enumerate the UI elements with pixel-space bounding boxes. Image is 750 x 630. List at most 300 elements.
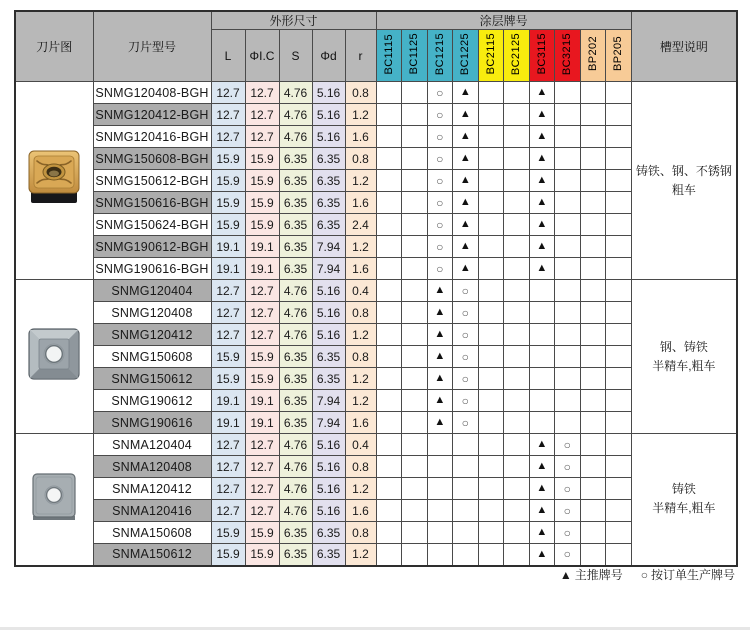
mark-empty	[402, 82, 428, 104]
mark-triangle: ▲	[529, 434, 555, 456]
mark-empty	[529, 412, 555, 434]
mark-empty	[555, 82, 581, 104]
mark-empty	[606, 390, 632, 412]
mark-empty	[376, 170, 402, 192]
mark-empty	[580, 82, 606, 104]
groove-description-cell	[631, 82, 737, 280]
mark-empty	[478, 368, 504, 390]
mark-empty	[478, 148, 504, 170]
mark-empty	[580, 258, 606, 280]
table-row	[15, 434, 737, 456]
dim-cell-r: 0.8	[345, 346, 376, 368]
mark-empty	[478, 324, 504, 346]
mark-empty	[606, 104, 632, 126]
mark-triangle: ▲	[529, 544, 555, 566]
dim-cell-ΦI.C: 12.7	[245, 500, 279, 522]
mark-empty	[580, 456, 606, 478]
table-row	[15, 478, 737, 500]
dim-cell-S: 4.76	[279, 126, 312, 148]
dim-cell-L: 12.7	[211, 324, 245, 346]
mark-empty	[580, 104, 606, 126]
mark-triangle: ▲	[529, 82, 555, 104]
mark-empty	[580, 412, 606, 434]
groove-description-line: 铸铁、钢、不锈钢	[635, 163, 732, 178]
circle-icon: ○	[640, 568, 648, 582]
dim-cell-Φd: 7.94	[312, 236, 345, 258]
mark-empty	[504, 82, 530, 104]
mark-empty	[606, 280, 632, 302]
dim-cell-S: 6.35	[279, 170, 312, 192]
dim-cell-S: 4.76	[279, 104, 312, 126]
mark-triangle: ▲	[529, 456, 555, 478]
dim-cell-r: 1.6	[345, 412, 376, 434]
mark-circle: ○	[555, 434, 581, 456]
mark-circle: ○	[427, 214, 453, 236]
mark-circle: ○	[453, 324, 479, 346]
mark-empty	[555, 214, 581, 236]
mark-empty	[580, 346, 606, 368]
mark-empty	[427, 456, 453, 478]
coating-col-header-BP202	[580, 30, 606, 82]
mark-empty	[580, 368, 606, 390]
dim-cell-r: 1.6	[345, 126, 376, 148]
mark-empty	[376, 214, 402, 236]
dim-cell-Φd: 5.16	[312, 126, 345, 148]
mark-empty	[376, 522, 402, 544]
table-row	[15, 500, 737, 522]
mark-empty	[402, 478, 428, 500]
dim-cell-S: 6.35	[279, 412, 312, 434]
coating-col-header-BC3215	[555, 30, 581, 82]
dim-cell-r: 1.2	[345, 104, 376, 126]
mark-empty	[504, 456, 530, 478]
coating-col-header-BC1215	[427, 30, 453, 82]
mark-empty	[504, 258, 530, 280]
dim-cell-L: 12.7	[211, 302, 245, 324]
mark-empty	[402, 412, 428, 434]
mark-empty	[529, 346, 555, 368]
table-header	[15, 11, 737, 82]
mark-empty	[453, 522, 479, 544]
mark-empty	[376, 236, 402, 258]
mark-empty	[376, 104, 402, 126]
mark-empty	[376, 302, 402, 324]
mark-empty	[580, 126, 606, 148]
dim-cell-S: 4.76	[279, 478, 312, 500]
groove-description-line: 钢、铸铁	[659, 339, 708, 354]
table-row	[15, 368, 737, 390]
dim-cell-Φd: 6.35	[312, 170, 345, 192]
mark-triangle: ▲	[453, 258, 479, 280]
dim-cell-L: 12.7	[211, 434, 245, 456]
mark-circle: ○	[427, 82, 453, 104]
mark-empty	[555, 148, 581, 170]
mark-empty	[478, 500, 504, 522]
legend-item-main-grade	[560, 566, 623, 583]
mark-empty	[504, 368, 530, 390]
dim-cell-L: 12.7	[211, 126, 245, 148]
mark-empty	[606, 544, 632, 566]
coating-col-header-BC3115	[529, 30, 555, 82]
dim-cell-Φd: 5.16	[312, 280, 345, 302]
mark-empty	[402, 148, 428, 170]
mark-circle: ○	[555, 500, 581, 522]
mark-empty	[402, 170, 428, 192]
gray-flat-insert-image	[29, 471, 79, 523]
dim-cell-ΦI.C: 19.1	[245, 258, 279, 280]
dim-cell-L: 12.7	[211, 82, 245, 104]
mark-empty	[376, 456, 402, 478]
model-cell: SNMG150624-BGH	[93, 214, 211, 236]
mark-triangle: ▲	[529, 192, 555, 214]
mark-triangle: ▲	[453, 82, 479, 104]
groove-description-line: 粗车	[671, 182, 696, 197]
mark-empty	[453, 478, 479, 500]
mark-empty	[606, 500, 632, 522]
mark-empty	[376, 390, 402, 412]
mark-empty	[555, 324, 581, 346]
mark-empty	[478, 456, 504, 478]
mark-empty	[453, 500, 479, 522]
mark-circle: ○	[427, 148, 453, 170]
dim-cell-S: 4.76	[279, 82, 312, 104]
dim-cell-r: 0.4	[345, 434, 376, 456]
gray-beveled-insert-image	[26, 326, 82, 382]
dim-cell-ΦI.C: 15.9	[245, 522, 279, 544]
dim-cell-L: 19.1	[211, 236, 245, 258]
mark-empty	[478, 192, 504, 214]
mark-triangle: ▲	[453, 148, 479, 170]
mark-empty	[402, 280, 428, 302]
mark-empty	[580, 214, 606, 236]
dim-col-header-r: r	[345, 30, 376, 82]
mark-empty	[478, 478, 504, 500]
model-cell: SNMG190612	[93, 390, 211, 412]
mark-empty	[478, 170, 504, 192]
dim-cell-r: 0.8	[345, 82, 376, 104]
mark-empty	[402, 500, 428, 522]
insert-image-cell	[15, 82, 93, 280]
dim-cell-Φd: 5.16	[312, 500, 345, 522]
table-row	[15, 456, 737, 478]
coating-col-header-BP205	[606, 30, 632, 82]
mark-triangle: ▲	[453, 126, 479, 148]
mark-triangle: ▲	[529, 522, 555, 544]
mark-empty	[555, 346, 581, 368]
mark-empty	[402, 346, 428, 368]
dim-cell-Φd: 5.16	[312, 456, 345, 478]
mark-empty	[504, 170, 530, 192]
mark-empty	[376, 500, 402, 522]
dim-cell-L: 15.9	[211, 346, 245, 368]
model-cell: SNMA120412	[93, 478, 211, 500]
mark-empty	[606, 148, 632, 170]
dim-cell-L: 15.9	[211, 192, 245, 214]
mark-triangle: ▲	[529, 258, 555, 280]
dim-cell-r: 1.2	[345, 478, 376, 500]
dim-col-header-ΦI.C: ΦI.C	[245, 30, 279, 82]
dim-cell-Φd: 5.16	[312, 82, 345, 104]
dim-cell-L: 19.1	[211, 258, 245, 280]
dim-cell-r: 1.6	[345, 258, 376, 280]
dim-cell-ΦI.C: 15.9	[245, 170, 279, 192]
mark-empty	[504, 302, 530, 324]
dim-cell-ΦI.C: 15.9	[245, 368, 279, 390]
model-cell: SNMG190616	[93, 412, 211, 434]
mark-empty	[606, 412, 632, 434]
dim-cell-Φd: 7.94	[312, 412, 345, 434]
coating-col-label: BC1215	[433, 32, 446, 76]
mark-empty	[478, 104, 504, 126]
mark-empty	[402, 456, 428, 478]
dim-cell-Φd: 5.16	[312, 302, 345, 324]
dim-cell-L: 12.7	[211, 500, 245, 522]
mark-empty	[606, 346, 632, 368]
model-cell: SNMG120416-BGH	[93, 126, 211, 148]
dim-cell-Φd: 7.94	[312, 390, 345, 412]
mark-empty	[376, 478, 402, 500]
mark-empty	[555, 258, 581, 280]
dim-cell-ΦI.C: 15.9	[245, 192, 279, 214]
mark-empty	[478, 412, 504, 434]
mark-empty	[580, 390, 606, 412]
dim-cell-S: 6.35	[279, 522, 312, 544]
gold-chipbreaker-insert-image	[22, 148, 86, 208]
mark-empty	[606, 522, 632, 544]
mark-triangle: ▲	[427, 324, 453, 346]
dim-cell-S: 4.76	[279, 302, 312, 324]
table-row	[15, 236, 737, 258]
mark-triangle: ▲	[529, 500, 555, 522]
coating-col-header-BC1115	[376, 30, 402, 82]
mark-circle: ○	[555, 522, 581, 544]
mark-empty	[580, 280, 606, 302]
dim-cell-Φd: 5.16	[312, 434, 345, 456]
mark-empty	[453, 456, 479, 478]
mark-empty	[478, 258, 504, 280]
coating-col-label: BC3115	[535, 33, 548, 75]
coating-col-label: BC2125	[510, 32, 523, 76]
mark-empty	[376, 412, 402, 434]
table-row	[15, 258, 737, 280]
legend-label: 主推牌号	[574, 568, 623, 582]
mark-empty	[402, 302, 428, 324]
mark-circle: ○	[555, 478, 581, 500]
dim-cell-ΦI.C: 12.7	[245, 324, 279, 346]
mark-empty	[376, 544, 402, 566]
mark-empty	[580, 148, 606, 170]
dim-cell-S: 4.76	[279, 456, 312, 478]
triangle-icon: ▲	[559, 568, 572, 582]
mark-empty	[402, 544, 428, 566]
table-row	[15, 170, 737, 192]
dim-cell-Φd: 6.35	[312, 214, 345, 236]
dim-cell-L: 12.7	[211, 104, 245, 126]
dim-cell-S: 4.76	[279, 324, 312, 346]
legend	[560, 566, 735, 583]
dim-col-header-L: L	[211, 30, 245, 82]
mark-empty	[606, 478, 632, 500]
mark-empty	[478, 346, 504, 368]
mark-empty	[504, 434, 530, 456]
dim-cell-S: 4.76	[279, 500, 312, 522]
dim-cell-S: 6.35	[279, 390, 312, 412]
mark-empty	[376, 82, 402, 104]
coating-col-label: BC1225	[459, 32, 472, 76]
mark-empty	[376, 126, 402, 148]
coating-col-label: BC1115	[382, 33, 395, 75]
model-cell: SNMG120412	[93, 324, 211, 346]
mark-triangle: ▲	[427, 346, 453, 368]
mark-empty	[402, 214, 428, 236]
dim-cell-L: 12.7	[211, 280, 245, 302]
table-row	[15, 214, 737, 236]
dim-cell-Φd: 5.16	[312, 478, 345, 500]
mark-circle: ○	[453, 368, 479, 390]
mark-empty	[555, 104, 581, 126]
model-cell: SNMG120408-BGH	[93, 82, 211, 104]
col-header-coating: 涂层牌号	[376, 11, 631, 30]
mark-empty	[427, 478, 453, 500]
groove-description-line: 半精车,粗车	[652, 358, 716, 373]
table-row	[15, 192, 737, 214]
mark-empty	[427, 544, 453, 566]
mark-empty	[580, 478, 606, 500]
coating-col-header-BC1225	[453, 30, 479, 82]
coating-col-label: BC2115	[484, 33, 497, 75]
mark-empty	[376, 258, 402, 280]
dim-cell-S: 4.76	[279, 434, 312, 456]
dim-cell-r: 1.6	[345, 500, 376, 522]
table-row	[15, 412, 737, 434]
mark-triangle: ▲	[453, 170, 479, 192]
mark-empty	[504, 478, 530, 500]
dim-cell-L: 12.7	[211, 478, 245, 500]
mark-empty	[580, 302, 606, 324]
mark-empty	[504, 214, 530, 236]
dim-cell-r: 1.2	[345, 368, 376, 390]
dim-cell-ΦI.C: 19.1	[245, 412, 279, 434]
groove-description-line: 铸铁	[671, 482, 696, 497]
mark-empty	[402, 104, 428, 126]
mark-empty	[606, 324, 632, 346]
mark-empty	[606, 126, 632, 148]
model-cell: SNMG120404	[93, 280, 211, 302]
dim-cell-ΦI.C: 12.7	[245, 126, 279, 148]
dim-cell-r: 1.2	[345, 390, 376, 412]
dim-cell-L: 15.9	[211, 214, 245, 236]
dim-cell-ΦI.C: 12.7	[245, 302, 279, 324]
mark-triangle: ▲	[529, 478, 555, 500]
model-cell: SNMG150608	[93, 346, 211, 368]
mark-empty	[376, 148, 402, 170]
coating-col-header-BC2115	[478, 30, 504, 82]
mark-empty	[427, 434, 453, 456]
dim-cell-L: 12.7	[211, 456, 245, 478]
mark-empty	[580, 500, 606, 522]
dim-cell-S: 4.76	[279, 280, 312, 302]
mark-empty	[555, 412, 581, 434]
dim-cell-r: 2.4	[345, 214, 376, 236]
mark-circle: ○	[427, 126, 453, 148]
mark-empty	[529, 368, 555, 390]
mark-empty	[504, 236, 530, 258]
dim-cell-Φd: 7.94	[312, 258, 345, 280]
mark-empty	[606, 170, 632, 192]
mark-empty	[555, 236, 581, 258]
mark-empty	[504, 544, 530, 566]
mark-empty	[478, 302, 504, 324]
mark-empty	[478, 82, 504, 104]
mark-empty	[504, 192, 530, 214]
mark-empty	[402, 324, 428, 346]
mark-empty	[376, 280, 402, 302]
mark-empty	[606, 368, 632, 390]
mark-triangle: ▲	[427, 368, 453, 390]
dim-cell-L: 15.9	[211, 368, 245, 390]
mark-triangle: ▲	[427, 412, 453, 434]
mark-empty	[478, 280, 504, 302]
col-header-dimensions: 外形尺寸	[211, 11, 376, 30]
mark-empty	[504, 346, 530, 368]
col-header-insert-image: 刀片图	[15, 11, 93, 82]
mark-empty	[478, 544, 504, 566]
mark-empty	[402, 192, 428, 214]
mark-empty	[376, 324, 402, 346]
dim-cell-S: 6.35	[279, 192, 312, 214]
mark-empty	[402, 126, 428, 148]
mark-triangle: ▲	[529, 104, 555, 126]
mark-triangle: ▲	[427, 390, 453, 412]
mark-triangle: ▲	[453, 236, 479, 258]
mark-empty	[504, 148, 530, 170]
insert-image-cell	[15, 280, 93, 434]
mark-empty	[504, 104, 530, 126]
mark-empty	[606, 236, 632, 258]
dim-cell-r: 0.8	[345, 302, 376, 324]
mark-empty	[376, 192, 402, 214]
dim-cell-Φd: 6.35	[312, 148, 345, 170]
legend-label: 按订单生产牌号	[650, 568, 735, 582]
dim-cell-L: 19.1	[211, 412, 245, 434]
mark-empty	[606, 214, 632, 236]
dim-cell-Φd: 6.35	[312, 192, 345, 214]
dim-cell-S: 6.35	[279, 368, 312, 390]
mark-empty	[504, 280, 530, 302]
mark-circle: ○	[453, 390, 479, 412]
mark-empty	[376, 346, 402, 368]
insert-spec-table	[14, 10, 738, 567]
dim-cell-ΦI.C: 15.9	[245, 148, 279, 170]
mark-empty	[402, 258, 428, 280]
dim-cell-ΦI.C: 15.9	[245, 544, 279, 566]
mark-empty	[504, 522, 530, 544]
dim-cell-ΦI.C: 12.7	[245, 82, 279, 104]
dim-cell-L: 15.9	[211, 170, 245, 192]
insert-image-cell	[15, 434, 93, 566]
mark-empty	[453, 544, 479, 566]
dim-cell-ΦI.C: 19.1	[245, 236, 279, 258]
mark-triangle: ▲	[427, 280, 453, 302]
model-cell: SNMA150608	[93, 522, 211, 544]
mark-empty	[580, 170, 606, 192]
model-cell: SNMG120412-BGH	[93, 104, 211, 126]
dim-cell-L: 19.1	[211, 390, 245, 412]
mark-empty	[606, 302, 632, 324]
mark-circle: ○	[453, 346, 479, 368]
mark-empty	[555, 192, 581, 214]
mark-empty	[555, 302, 581, 324]
